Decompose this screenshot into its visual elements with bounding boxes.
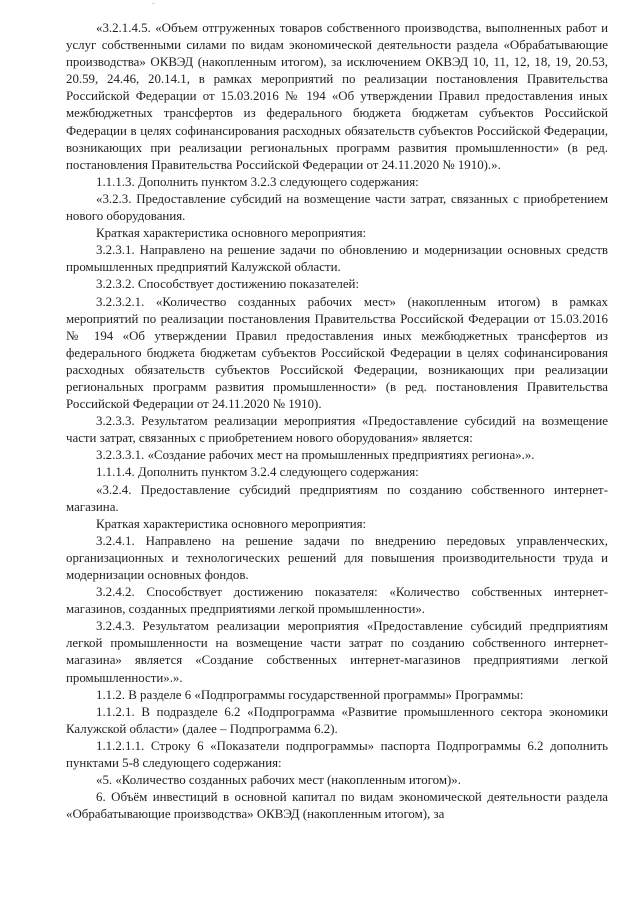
paragraph-3-2-3-2: 3.2.3.2. Способствует достижению показателей:: [96, 277, 360, 292]
paragraph-1-1-2: 1.1.2. В разделе 6 «Подпрограммы государственной программы» Программы:: [96, 687, 524, 702]
paragraph-3-2-3-3-1: 3.2.3.3.1. «Создание рабочих мест на промышленных предприятиях региона».».: [96, 448, 535, 463]
paragraph-3-2-4-3: 3.2.4.3. Результатом реализации мероприятия «Предоставление субсидий предприятиям легкой промышленности на возмещение части затрат по созданию собственного интернет-магазина» является «Создание собственных интернет-магазинов предприятиями легкой промышленности».».: [66, 619, 608, 685]
paragraph-3-2-3: «3.2.3. Предоставление субсидий на возмещение части затрат, связанных с приобретением нового оборудования.: [66, 191, 608, 224]
paragraph-1-1-2-1: 1.1.2.1. В подразделе 6.2 «Подпрограмма «Развитие промышленного сектора экономики Калужской области» (далее – Подпрограмма 6.2).: [66, 704, 608, 736]
paragraph-brief-description-1: Краткая характеристика основного мероприятия:: [96, 226, 367, 241]
paragraph-1-1-1-4: 1.1.1.4. Дополнить пунктом 3.2.4 следующего содержания:: [96, 465, 419, 480]
paragraph-3-2-1-4-5: «3.2.1.4.5. «Объем отгруженных товаров собственного производства, выполненных работ и услуг собственными силами по видам экономической деятельности раздела «Обрабатывающие производства» ОКВЭД (накопленным итогом), за исключением ОКВЭД 10, 11, 12, 18, 19, 20.53, 20.59, 24.46, 20.14.1, в рамках мероприятий по реализации постановления Правительства Российской Федерации от 15.03.2016 № 194 «Об утверждении Правил предоставления иных межбюджетных трансфертов из федерального бюджета бюджетам субъектов Российской Федерации в целях софинансирования расходных обязательств субъектов Российской Федерации, возникающих при реализации региональных программ развития промышленности» (в ред. постановления Правительства Российской Федерации от 24.11.2020 № 1910).».: [66, 21, 608, 172]
paragraph-item-5: «5. «Количество созданных рабочих мест (накопленным итогом)».: [96, 773, 461, 788]
paragraph-3-2-4-2: 3.2.4.2. Способствует достижению показателя: «Количество собственных интернет-магазинов, созданных предприятиями легкой промышленности».: [66, 585, 608, 617]
paragraph-3-2-3-3: 3.2.3.3. Результатом реализации мероприятия «Предоставление субсидий на возмещение части затрат, связанных с приобретением нового оборудования» является:: [66, 414, 608, 446]
paragraph-1-1-2-1-1: 1.1.2.1.1. Строку 6 «Показатели подпрограммы» паспорта Подпрограммы 6.2 дополнить пунктами 5-8 следующего содержания:: [66, 738, 608, 771]
paragraph-item-6: 6. Объём инвестиций в основной капитал по видам экономической деятельности раздела «Обрабатывающие производства» ОКВЭД (накопленным итогом), за: [66, 790, 608, 822]
document-body: [66, 20, 608, 823]
paragraph-3-2-3-2-1: 3.2.3.2.1. «Количество созданных рабочих мест» (накопленным итогом) в рамках мероприятий по реализации постановления Правительства Российской Федерации от 15.03.2016 № 194 «Об утверждении Правил предоставления иных межбюджетных трансфертов из федерального бюджета бюджетам субъектов Российской Федерации в целях софинансирования расходных обязательств субъектов Российской Федерации, возникающих при реализации региональных программ развития промышленности» (в ред. постановления Правительства Российской Федерации от 24.11.2020 № 1910).: [66, 294, 608, 412]
paragraph-3-2-4-1: 3.2.4.1. Направлено на решение задачи по внедрению передовых управленческих, организационных и технологических решений для повышения производительности труда и модернизации основных фондов.: [66, 533, 608, 582]
scan-speck: [152, 3, 155, 4]
paragraph-brief-description-2: Краткая характеристика основного мероприятия:: [96, 516, 367, 531]
paragraph-3-2-4: «3.2.4. Предоставление субсидий предприятиям по созданию собственного интернет-магазина.: [66, 482, 608, 514]
paragraph-1-1-1-3: 1.1.1.3. Дополнить пунктом 3.2.3 следующего содержания:: [96, 174, 419, 189]
paragraph-3-2-3-1: 3.2.3.1. Направлено на решение задачи по обновлению и модернизации основных средств промышленных предприятий Калужской области.: [66, 243, 608, 275]
